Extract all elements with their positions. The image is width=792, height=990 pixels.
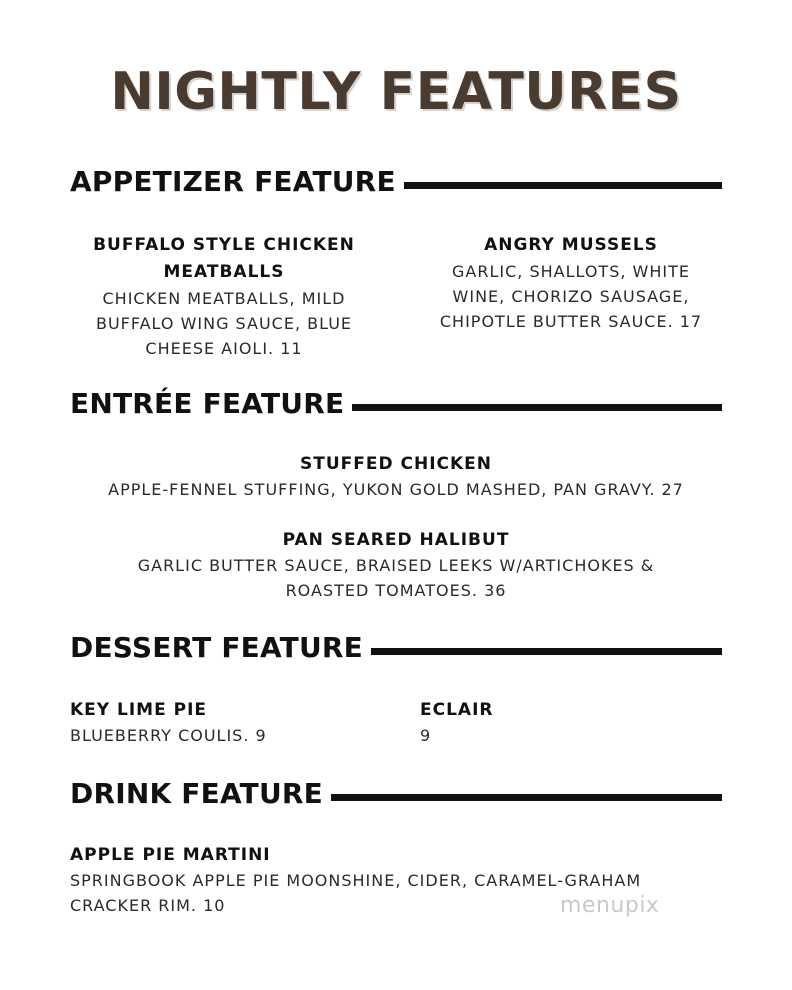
item-description: GARLIC, SHALLOTS, WHITE WINE, CHORIZO SAUSAGE, CHIPOTLE BUTTER SAUCE. 17 <box>439 262 703 331</box>
item-name: ANGRY MUSSELS <box>484 235 658 255</box>
heading-rule <box>331 794 722 801</box>
item-description: SPRINGBOOK APPLE PIE MOONSHINE, CIDER, CARAMEL-GRAHAM CRACKER RIM. 10 <box>70 871 642 915</box>
heading-rule <box>352 404 722 411</box>
item-description: BLUEBERRY COULIS. 9 <box>70 726 267 745</box>
item-name: STUFFED CHICKEN <box>299 454 493 474</box>
item-description: CHICKEN MEATBALLS, MILD BUFFALO WING SAUCE, BLUE CHEESE AIOLI. 11 <box>95 289 353 358</box>
item-name: APPLE PIE MARTINI <box>70 845 271 865</box>
entree-heading: ENTRÉE FEATURE <box>70 387 345 420</box>
menu-item <box>70 698 390 748</box>
entree-section-header <box>70 387 722 420</box>
drink-heading: DRINK FEATURE <box>70 777 323 810</box>
menu-item <box>420 698 720 748</box>
dessert-section-header <box>70 631 722 664</box>
heading-rule <box>404 182 722 189</box>
dessert-heading: DESSERT FEATURE <box>70 631 363 664</box>
drink-section-header <box>70 777 722 810</box>
menu-item <box>420 232 722 334</box>
item-description: APPLE-FENNEL STUFFING, YUKON GOLD MASHED, PAN GRAVY. 27 <box>108 480 684 499</box>
heading-rule <box>371 648 722 655</box>
menu-item <box>110 528 682 603</box>
item-name: ECLAIR <box>420 700 494 720</box>
menu-item <box>70 452 722 502</box>
item-description: GARLIC BUTTER SAUCE, BRAISED LEEKS W/ARTICHOKES & ROASTED TOMATOES. 36 <box>137 556 655 600</box>
appetizer-heading: APPETIZER FEATURE <box>70 165 396 198</box>
appetizer-section-header <box>70 165 722 198</box>
item-name: BUFFALO STYLE CHICKEN MEATBALLS <box>93 235 355 282</box>
page-title: NIGHTLY FEATURES <box>110 62 682 122</box>
menu-item <box>70 232 378 361</box>
item-description: 9 <box>420 726 432 745</box>
item-name: PAN SEARED HALIBUT <box>282 530 510 550</box>
watermark-logo: menupix <box>560 893 660 918</box>
item-name: KEY LIME PIE <box>70 700 208 720</box>
